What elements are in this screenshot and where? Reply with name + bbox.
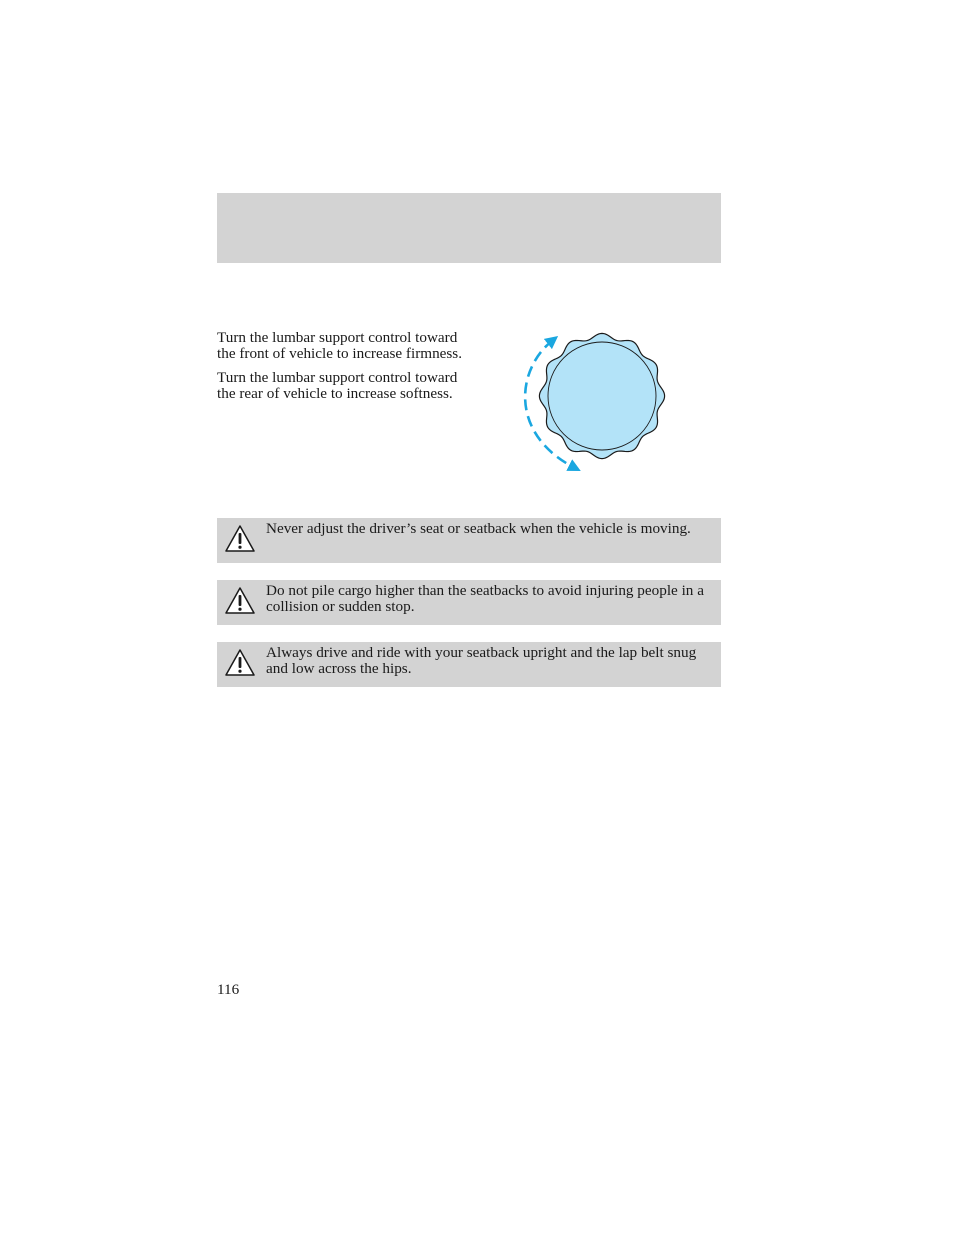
warning-box-cargo [217, 580, 721, 625]
warning-text: Never adjust the driver’s seat or seatback when the vehicle is moving. [266, 520, 691, 537]
page-number: 116 [217, 981, 240, 998]
warning-box-seat-adjust [217, 518, 721, 563]
lumbar-knob-icon [505, 325, 680, 475]
section-header-band [217, 193, 721, 263]
softness-instruction: Turn the lumbar support control toward the rear of vehicle to increase softness. [217, 368, 458, 402]
warning-box-seatback-upright [217, 642, 721, 687]
warning-text: Do not pile cargo higher than the seatbacks to avoid injuring people in a collision or sudden stop. [266, 582, 704, 616]
warning-text: Always drive and ride with your seatback upright and the lap belt snug and low across the hips. [266, 644, 697, 678]
warning-triangle-icon [224, 648, 256, 677]
warning-triangle-icon [224, 586, 256, 615]
warning-triangle-icon [224, 524, 256, 553]
firmness-instruction: Turn the lumbar support control toward the front of vehicle to increase firmness. [217, 329, 463, 363]
lumbar-instructions [217, 330, 467, 409]
lumbar-knob-figure [505, 325, 680, 475]
